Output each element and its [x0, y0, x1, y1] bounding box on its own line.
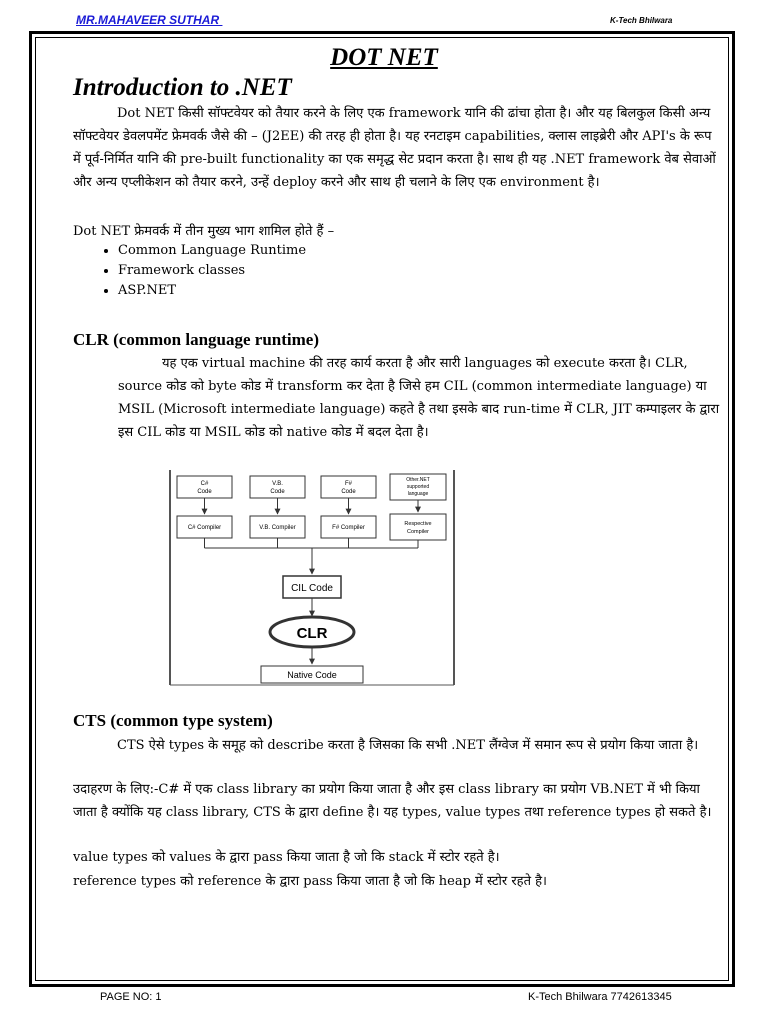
clr-label: CLR	[296, 625, 328, 642]
framework-parts-list	[98, 241, 306, 301]
source-label: supported	[406, 484, 430, 490]
document-title: DOT NET	[330, 44, 438, 71]
source-label: language	[407, 491, 429, 497]
list-item: • Common Language Runtime	[118, 241, 306, 261]
intro-paragraph: Dot NET किसी सॉफ्टवेयर को तैयार करने के लिए एक framework यानि की ढांचा होता है। और यह बिलकुल किसी अन्य सॉफ्टवेयर डेवलपमेंट फ्रेमवर्क जैसे की – (J2EE) की तरह ही होता है। यह रनटाइम capabilities, क्लास लाइब्रेरी और API's के रूप में पूर्व-निर्मित यानि की pre-built functionality का एक समृद्ध सेट प्रदान करता है। साथ ही यह .NET framework वेब सेवाओं और अन्य एप्लीकेशन को तैयार करने, उन्हें deploy करने और साथ ही चलाने के लिए एक environment है।	[73, 106, 716, 190]
list-item: • Framework classes	[118, 261, 306, 281]
source-label: Code	[270, 489, 285, 495]
cts-example-paragraph: उदाहरण के लिए:-C# में एक class library का प्रयोग किया जाता है और इस class library का प्रयोग VB.NET में भी किया जाता है क्योंकि यह class library, CTS के द्वारा define है। यह types, value types तथा reference types हो सकते है।	[73, 782, 712, 820]
header-org: K-Tech Bhilwara	[610, 16, 673, 25]
footer-contact: K-Tech Bhilwara 7742613345	[528, 991, 672, 1003]
native-code-label: Native Code	[287, 670, 337, 680]
intro-heading: Introduction to .NET	[73, 74, 292, 101]
list-item: • ASP.NET	[118, 281, 306, 301]
clr-paragraph: यह एक virtual machine की तरह कार्य करता है और सारी languages को execute करता है। CLR, source कोड को byte कोड में transform कर देता है जिसे हम CIL (common intermediate language) या MSIL (Microsoft intermediate language) कहते है तथा इसके बाद run-time में CLR, JIT कम्पाइलर के द्वारा इस CIL कोड या MSIL कोड को native कोड में बदल देता है।	[118, 356, 720, 440]
source-label: V.B.	[272, 481, 283, 487]
header-author: MR.MAHAVEER SUTHAR	[76, 13, 223, 27]
cts-paragraph: CTS ऐसे types के समूह को describe करता है जिसका कि सभी .NET लैंग्वेज में समान रूप से प्रयोग किया जाता है।	[117, 738, 699, 753]
compiler-label: V.B. Compiler	[259, 525, 296, 531]
compiler-label: Compiler	[406, 529, 430, 535]
footer-page-number: PAGE NO: 1	[100, 991, 162, 1003]
source-label: C#	[200, 481, 209, 487]
compiler-box-respective	[390, 514, 446, 540]
value-types-line: value types को values के द्वारा pass किया जाता है जो कि stack में स्टोर रहते है।	[73, 850, 500, 865]
compiler-label: C# Compiler	[187, 525, 222, 531]
source-label: F#	[344, 481, 353, 487]
source-label: Code	[341, 489, 356, 495]
compiler-label: F# Compiler	[332, 525, 365, 531]
source-label: Code	[197, 489, 212, 495]
reference-types-line: reference types को reference के द्वारा pass किया जाता है जो कि heap में स्टोर रहते है।	[73, 874, 547, 889]
cil-code-label: CIL Code	[291, 583, 333, 594]
framework-parts-line: Dot NET फ्रेमवर्क में तीन मुख्य भाग शामिल होते हैं –	[73, 224, 335, 239]
source-label: Other.NET	[406, 477, 430, 483]
compiler-label: Respective	[404, 521, 432, 527]
cts-heading: CTS (common type system)	[73, 711, 273, 730]
clr-flow-diagram	[168, 468, 456, 687]
clr-heading: CLR (common language runtime)	[73, 330, 320, 349]
